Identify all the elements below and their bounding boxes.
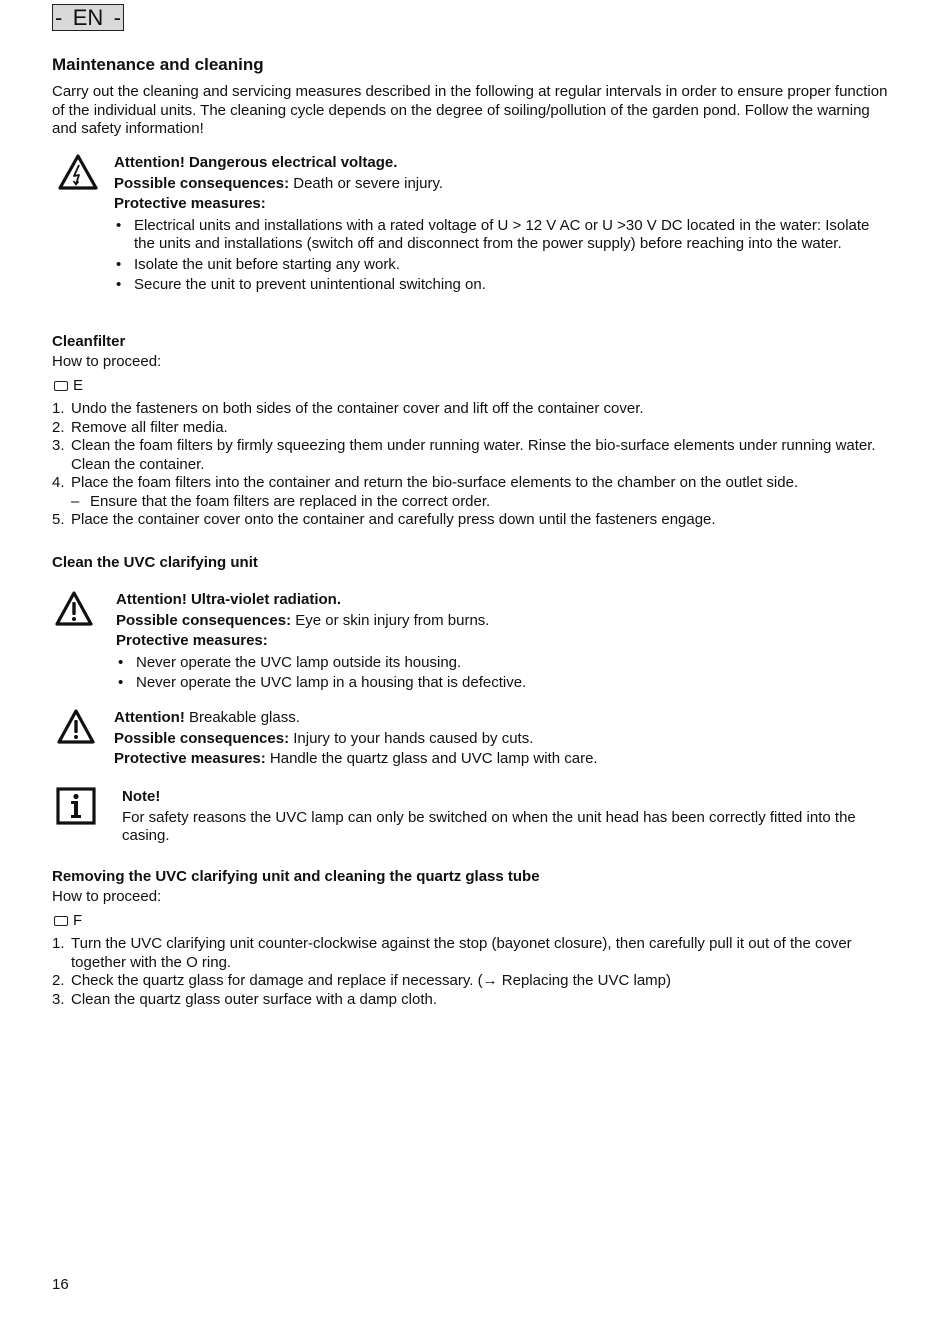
warning-glass-attention <box>114 709 884 728</box>
page-number: 16 <box>52 1276 69 1293</box>
warning-icon <box>56 708 96 745</box>
step-number: 2. <box>52 972 65 989</box>
warning-uv-bullets <box>116 654 886 693</box>
protective-measures-label: Protective measures: <box>114 750 266 767</box>
warning-electrical-consequences <box>114 175 884 194</box>
step-number: 1. <box>52 935 65 952</box>
warning-icon <box>54 590 94 627</box>
list-item <box>52 972 888 991</box>
protective-measures-label: Protective measures: <box>114 195 266 212</box>
attention-label: Attention! <box>114 709 185 726</box>
step-number: 4. <box>52 474 65 491</box>
step-text: Check the quartz glass for damage and replace if necessary. (→ Replacing the UVC lamp) <box>71 972 672 989</box>
list-item <box>52 400 888 419</box>
step-text: Place the foam filters into the container and return the bio-surface elements to the chamber on the outlet side. <box>71 474 799 491</box>
section-title-cleanfilter: Cleanfilter <box>52 333 126 350</box>
note-box <box>122 788 882 846</box>
warning-uv-consequences <box>116 612 886 631</box>
section-title-removing: Removing the UVC clarifying unit and cleaning the quartz glass tube <box>52 868 540 885</box>
note-title: Note! <box>122 788 161 805</box>
warning-glass-consequences <box>114 730 884 749</box>
warning-electrical-attention: Attention! Dangerous electrical voltage. <box>114 154 398 171</box>
removing-how-to: How to proceed: <box>52 888 162 905</box>
list-item <box>52 474 888 511</box>
language-tab <box>52 4 124 31</box>
attention-text: Breakable glass. <box>184 709 300 726</box>
figure-reference-e <box>54 377 83 396</box>
warning-uv <box>116 591 886 693</box>
consequences-label: Possible consequences: <box>114 729 290 747</box>
protective-measures-label: Protective measures: <box>116 632 268 649</box>
consequences-text: Eye or skin injury from burns. <box>291 611 490 629</box>
step-text: Clean the foam filters by firmly squeezing them under running water. Rinse the bio-surface elements under running water. Clean the container. <box>71 437 876 473</box>
list-item <box>52 935 888 972</box>
list-item: • Never operate the UVC lamp outside its housing. <box>116 654 886 673</box>
maintenance-intro: Carry out the cleaning and servicing measures described in the following at regular intervals in order to ensure proper function of the individual units. The cleaning cycle depends on the degree of soiling/pollution of the garden pond. Follow the warning and safety information! <box>52 83 888 137</box>
warning-glass <box>114 709 884 769</box>
consequences-text: Death or severe injury. <box>289 174 444 192</box>
warning-electrical <box>114 154 884 295</box>
figure-reference-f <box>54 912 82 931</box>
electrical-hazard-icon <box>57 153 99 191</box>
list-item <box>52 991 888 1010</box>
step-number: 3. <box>52 990 65 1008</box>
step-text: Remove all filter media. <box>71 418 228 436</box>
note-text: For safety reasons the UVC lamp can only be switched on when the unit head has been correctly fitted into the casing. <box>122 808 856 844</box>
removing-steps <box>52 935 888 1009</box>
step-text: Clean the quartz glass outer surface with a damp cloth. <box>71 990 438 1008</box>
warning-glass-measures <box>114 750 884 769</box>
sub-step-dash: – <box>71 492 80 510</box>
list-item <box>52 437 888 474</box>
step-number: 2. <box>52 418 65 436</box>
language-tab-right-dash: - <box>113 5 121 30</box>
list-item <box>52 419 888 438</box>
list-item <box>52 511 888 530</box>
language-code: EN <box>72 5 104 30</box>
protective-measures-text: Handle the quartz glass and UVC lamp with care. <box>265 750 598 767</box>
step-number: 5. <box>52 511 65 528</box>
list-item: • Secure the unit to prevent unintentional switching on. <box>114 276 884 295</box>
list-item: • Electrical units and installations with a rated voltage of U > 12 V AC or U >30 V DC located in the water: Isolate the units and installations (switch off and disconnect from the power supply) before reaching into the water. <box>114 217 884 254</box>
section-title-maintenance: Maintenance and cleaning <box>52 55 264 74</box>
sub-step-text: Ensure that the foam filters are replaced in the correct order. <box>90 492 491 510</box>
section-title-uvc: Clean the UVC clarifying unit <box>52 554 258 571</box>
list-item: • Isolate the unit before starting any work. <box>114 256 884 275</box>
sub-step <box>71 493 888 512</box>
step-text: Turn the UVC clarifying unit counter-clockwise against the stop (bayonet closure), then carefully pull it out of the cover together with the O ring. <box>71 935 852 971</box>
info-icon <box>56 787 96 825</box>
step-text: Place the container cover onto the container and carefully press down until the fasteners engage. <box>71 511 716 528</box>
step-number: 1. <box>52 400 65 417</box>
warning-electrical-bullets <box>114 217 884 295</box>
step-number: 3. <box>52 437 65 454</box>
figure-icon <box>54 381 68 391</box>
figure-letter: F <box>73 912 83 929</box>
consequences-text: Injury to your hands caused by cuts. <box>289 729 534 747</box>
figure-letter: E <box>73 377 84 394</box>
figure-icon <box>54 916 68 926</box>
language-tab-left-dash: - <box>55 5 63 30</box>
cleanfilter-steps <box>52 400 888 530</box>
warning-uv-attention: Attention! Ultra-violet radiation. <box>116 591 341 608</box>
cleanfilter-how-to: How to proceed: <box>52 353 162 370</box>
step-text: Undo the fasteners on both sides of the container cover and lift off the container cover. <box>71 400 644 417</box>
consequences-label: Possible consequences: <box>114 174 290 192</box>
consequences-label: Possible consequences: <box>116 611 292 629</box>
list-item: • Never operate the UVC lamp in a housing that is defective. <box>116 674 886 693</box>
